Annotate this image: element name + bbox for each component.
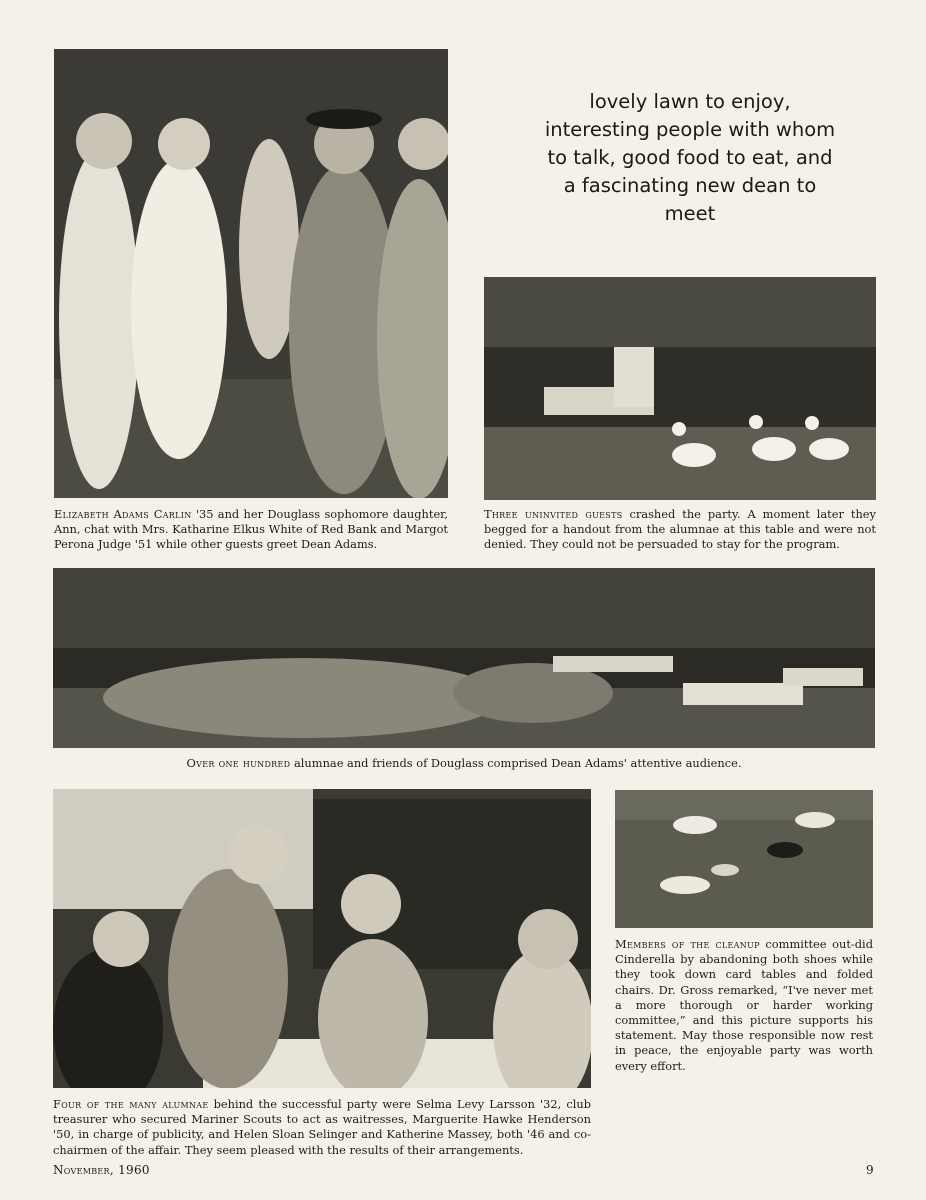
caption-cleanup-lead: Members of the cleanup [615,937,760,951]
caption-four-lead: Four of the many alumnae [53,1097,209,1111]
footer-date: November, 1960 [53,1163,150,1177]
caption-carlin-text: '35 and her Douglass sophomore daughter, Ann, chat with Mrs. Katharine Elkus White of Red Bank and Margot Perona Judge '51 while other guests greet Dean Adams. [54,507,448,552]
caption-ducks [484,507,876,553]
photo-ducks [484,277,876,500]
pull-quote: lovely lawn to enjoy, interesting people with whom to talk, good food to eat, and a fascinating new dean to meet [544,90,836,225]
photo-audience [53,568,875,748]
caption-ducks-text: crashed the party. A moment later they begged for a handout from the alumnae at this table and were not denied. They could not be persuaded to stay for the program. [484,507,876,552]
photo-shoes [615,790,873,928]
caption-four-alumnae [53,1097,591,1158]
caption-cleanup-text: committee out-did Cinderella by abandoning both shoes while they took down card tables and folded chairs. Dr. Gross remarked, “I've never met a more thorough or harder working committee,” and this picture supports his statement. May those responsible now rest in peace, the enjoyable party was worth every effort. [615,937,873,1073]
caption-cleanup [615,937,873,1074]
caption-carlin [54,507,448,553]
caption-four-text: behind the successful party were Selma Levy Larsson '32, club treasurer who secured Mariner Scouts to act as waitresses, Marguerite Hawke Henderson '50, in charge of publicity, and Helen Sloan Selinger and Katherine Massey, both '46 and co-chairmen of the affair. They seem pleased with the results of their arrangements. [53,1097,591,1157]
photo-four-alumnae [53,789,591,1088]
caption-audience-lead: Over one hundred [186,756,291,770]
caption-ducks-lead: Three uninvited guests [484,507,623,521]
caption-audience [53,756,875,771]
page-number: 9 [866,1163,874,1177]
caption-audience-text: alumnae and friends of Douglass comprised Dean Adams' attentive audience. [290,756,742,770]
photo-carlin-group [54,49,448,498]
caption-carlin-lead: Elizabeth Adams Carlin [54,507,192,521]
